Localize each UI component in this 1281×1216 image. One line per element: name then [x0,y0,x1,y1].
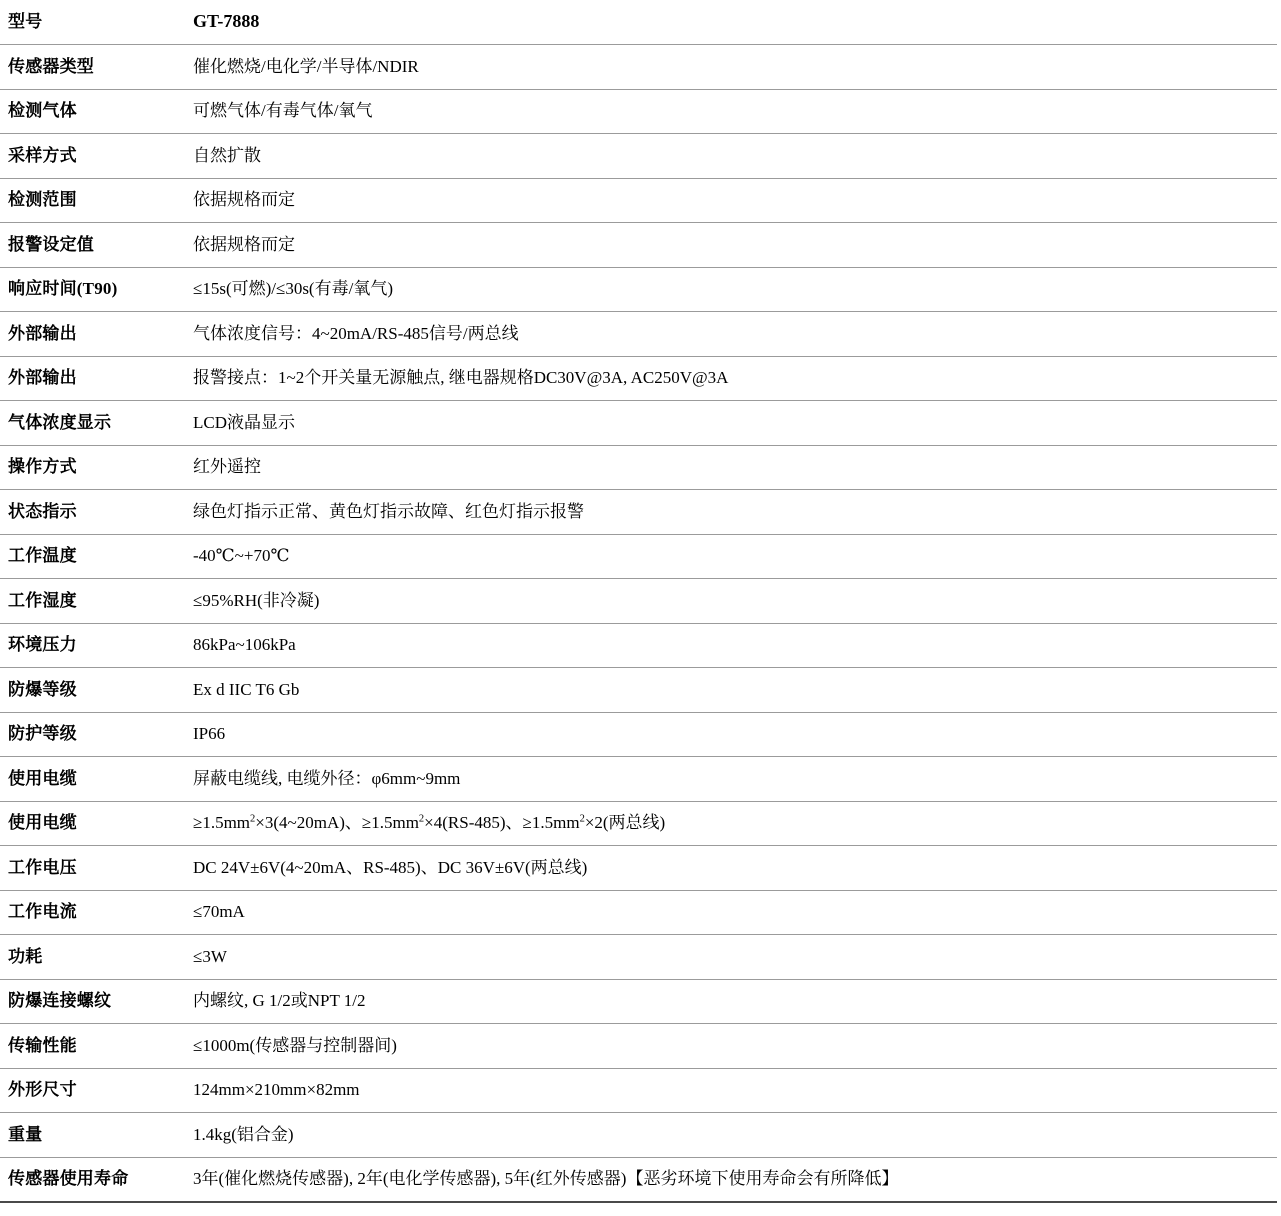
table-row [0,356,1277,401]
spec-value: 依据规格而定 [185,178,1277,223]
table-row [0,178,1277,223]
spec-label: 传输性能 [0,1024,185,1069]
spec-value: 内螺纹, G 1/2或NPT 1/2 [185,979,1277,1024]
spec-label: 工作湿度 [0,579,185,624]
spec-label: 检测气体 [0,89,185,134]
table-row [0,401,1277,446]
spec-value: DC 24V±6V(4~20mA、RS-485)、DC 36V±6V(两总线) [185,846,1277,891]
table-row [0,979,1277,1024]
spec-value: 绿色灯指示正常、黄色灯指示故障、红色灯指示报警 [185,490,1277,535]
table-row [0,0,1277,45]
spec-label: 防爆等级 [0,668,185,713]
spec-value: 屏蔽电缆线, 电缆外径：φ6mm~9mm [185,757,1277,802]
table-row [0,534,1277,579]
spec-value: 气体浓度信号：4~20mA/RS-485信号/两总线 [185,312,1277,357]
spec-value: ≤1000m(传感器与控制器间) [185,1024,1277,1069]
spec-value: 可燃气体/有毒气体/氧气 [185,89,1277,134]
table-row [0,134,1277,179]
spec-label: 外形尺寸 [0,1068,185,1113]
spec-label: 传感器类型 [0,45,185,90]
spec-value: 124mm×210mm×82mm [185,1068,1277,1113]
spec-label: 使用电缆 [0,757,185,802]
table-row [0,890,1277,935]
spec-value: ≤70mA [185,890,1277,935]
spec-value: 自然扩散 [185,134,1277,179]
spec-value: -40℃~+70℃ [185,534,1277,579]
spec-label: 外部输出 [0,356,185,401]
table-row [0,801,1277,846]
table-row [0,1157,1277,1202]
spec-label: 响应时间(T90) [0,267,185,312]
spec-label: 检测范围 [0,178,185,223]
spec-value: $\ge 1.5mm^2\times 3(4\sim 20mA)$、$\ge 1.5mm^2\times 4(RS-485)$、$\ge 1.5mm^2\times 2$(两总线) [185,801,1277,846]
table-row [0,757,1277,802]
table-row [0,623,1277,668]
spec-label: 防护等级 [0,712,185,757]
spec-value: IP66 [185,712,1277,757]
spec-label: 防爆连接螺纹 [0,979,185,1024]
table-row [0,267,1277,312]
table-row [0,668,1277,713]
spec-label: 使用电缆 [0,801,185,846]
table-row [0,1113,1277,1158]
spec-value: 催化燃烧/电化学/半导体/NDIR [185,45,1277,90]
table-row [0,846,1277,891]
spec-value: 3年(催化燃烧传感器), 2年(电化学传感器), 5年(红外传感器)【恶劣环境下使用寿命会有所降低】 [185,1157,1277,1202]
spec-value: Ex d IIC T6 Gb [185,668,1277,713]
spec-value: 86kPa~106kPa [185,623,1277,668]
table-row [0,579,1277,624]
table-row [0,312,1277,357]
spec-value: GT-7888 [185,0,1277,45]
table-row [0,1024,1277,1069]
spec-value: ≤3W [185,935,1277,980]
spec-value: 红外遥控 [185,445,1277,490]
spec-value: 报警接点：1~2个开关量无源触点, 继电器规格DC30V@3A, AC250V@3A [185,356,1277,401]
spec-label: 外部输出 [0,312,185,357]
spec-label: 采样方式 [0,134,185,179]
spec-label: 工作电流 [0,890,185,935]
spec-label: 环境压力 [0,623,185,668]
spec-label: 重量 [0,1113,185,1158]
table-row [0,490,1277,535]
table-row [0,1068,1277,1113]
spec-value: ≤15s(可燃)/≤30s(有毒/氧气) [185,267,1277,312]
spec-label: 工作温度 [0,534,185,579]
spec-value: ≤95%RH(非冷凝) [185,579,1277,624]
table-row [0,935,1277,980]
spec-value: 1.4kg(铝合金) [185,1113,1277,1158]
spec-value: LCD液晶显示 [185,401,1277,446]
table-row [0,89,1277,134]
spec-label: 报警设定值 [0,223,185,268]
table-row [0,445,1277,490]
spec-label: 传感器使用寿命 [0,1157,185,1202]
spec-label: 气体浓度显示 [0,401,185,446]
spec-label: 工作电压 [0,846,185,891]
spec-label: 状态指示 [0,490,185,535]
table-row [0,45,1277,90]
spec-label: 型号 [0,0,185,45]
table-row [0,223,1277,268]
table-row [0,712,1277,757]
spec-label: 操作方式 [0,445,185,490]
spec-value: 依据规格而定 [185,223,1277,268]
spec-label: 功耗 [0,935,185,980]
